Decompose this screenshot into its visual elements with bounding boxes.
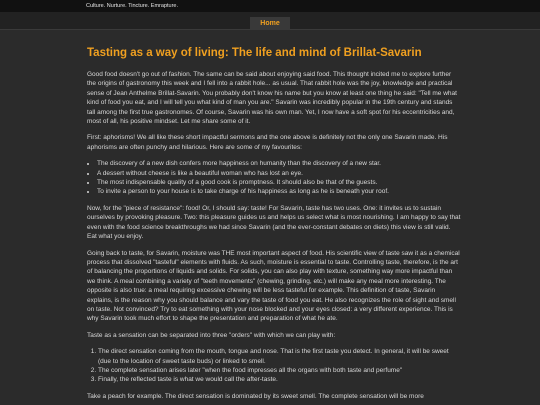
aphorism-item: • The discovery of a new dish confers more happiness on humanity than the discovery of a new star. bbox=[97, 159, 461, 168]
article-paragraph-peach: Take a peach for example. The direct sensation is dominated by its sweet smell. The complete sensation will be more bbox=[87, 392, 424, 400]
article-paragraph-orders: Taste as a sensation can be separated into three "orders" with which we can play with: bbox=[87, 331, 336, 339]
article-paragraph-taste: Now, for the "piece of resistance": food! Or, I should say: taste! For Savarin, taste has two uses. One: it invites us to sustain ourselves by provoking pleasure. Two: this pleasure guides us and helps us select what is most nourishing. I am happy to say that even with the food science breakthroughs we had since Savarin (and the ever-constant debates on diets) this view is still valid. Eat what you enjoy. bbox=[87, 204, 461, 241]
nav-home-link[interactable]: Home bbox=[250, 17, 289, 30]
taste-orders-list bbox=[87, 347, 461, 385]
aphorism-item: • A dessert without cheese is like a beautiful woman who has lost an eye. bbox=[97, 169, 461, 178]
taste-order-item: 1. The direct sensation coming from the mouth, tongue and nose. That is the first taste you detect. In general, it will be sweet (due to the location of sweet taste buds) or linked to smell. bbox=[98, 347, 461, 366]
article bbox=[87, 46, 461, 401]
aphorism-item: • To invite a person to your house is to take charge of his happiness as long as he is beneath your roof. bbox=[97, 187, 461, 196]
article-paragraph-aphorisms: First: aphorisms! We all like these short impactful sermons and the one above is definitely not the only one Savarin made. His aphorisms are often punchy and hilarious. Here are some of my favourites: bbox=[87, 134, 448, 151]
article-paragraph-intro: Good food doesn't go out of fashion. The same can be said about enjoying said food. This thought incited me to explore further the origins of gastronomy this week and I fell into a rabbit hole... as usual. That rabbit hole was the joy, knowledge and practical sense of Jean Anthelme Brillat-Savarin. You probably don't know his name but you know at least one thing he said: "Tell me what kind of food you eat, and I will tell you what kind of man you are." Savarin was incredibly popular in the 19th century and stands tall among the first true gastronomes. Of course, Savarin was his own man. Yet, I now have a soft spot for his eccentricities and, most of all, his positive mindset. Let me share some of it. bbox=[87, 71, 457, 126]
article-paragraph-moisture: Going back to taste, for Savarin, moisture was THE most important aspect of food. His scientific view of taste saw it as a chemical process that dissolved "tasteful" elements with fluids. As such, moisture is essential to taste. Controlling taste, therefore, is the art of balancing the proportions of liquids and solids. For solids, you can also play with texture, something way more impactful than we think. A meal combining a variety of "teeth movements" (chewing, grinding, etc.) will make any meal more interesting. The opposite is also true: a meal requiring excessive chewing will be less tasteful for example. This definition of taste, Savarin explains, is the reason why you should balance and vary the taste of food you eat. He also recognizes the role of sight and smell on taste. Not convinced? Try to eat something with your nose blocked and your eyes closed: a very different experience. This is why Savarin took much effort to shape the presentation and preparation of what he ate. bbox=[87, 249, 460, 323]
aphorism-item: • The most indispensable quality of a good cook is promptness. It should also be that of the guests. bbox=[97, 178, 461, 187]
taste-order-item: 2. The complete sensation arises later "when the food impresses all the organs with both taste and perfume" bbox=[98, 366, 461, 375]
taste-order-item: 3. Finally, the reflected taste is what we would call the after-taste. bbox=[98, 375, 461, 384]
site-tagline: Culture. Nurture. Tincture. Emrapture. bbox=[86, 3, 179, 9]
top-bar bbox=[0, 0, 540, 12]
article-title: Tasting as a way of living: The life and mind of Brillat-Savarin bbox=[87, 47, 422, 59]
navigation-bar bbox=[0, 12, 540, 30]
aphorism-list bbox=[87, 159, 461, 197]
